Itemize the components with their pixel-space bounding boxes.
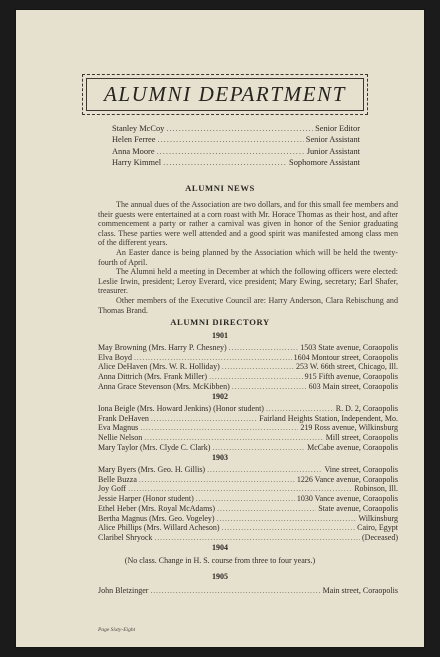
- alumnus-address: 1226 Vance avenue, Coraopolis: [296, 474, 398, 484]
- directory-entry: [98, 372, 398, 382]
- news-paragraph: The annual dues of the Association are two dollars, and for this small fee members and their guests were entertained at a corn roast with Mr. Horace Thomas as their host, and after commencement a party or rather a carnival was given in honor of the Senior graduating class. These parties were well attended and a good spirit was manifested among class men of the different years.: [98, 200, 398, 248]
- alumnus-address: Mill street, Coraopolis: [325, 433, 398, 443]
- alumnus-address: (Deceased): [362, 532, 398, 542]
- directory-entry: [98, 523, 398, 533]
- alumnus-address: Main street, Coraopolis: [322, 586, 398, 595]
- directory-entry: [98, 414, 398, 424]
- leader-dots: [144, 433, 324, 443]
- leader-dots: [157, 146, 305, 157]
- alumnus-name: Mary Byers (Mrs. Geo. H. Gillis): [98, 465, 206, 474]
- yearbook-page: [16, 10, 424, 647]
- leader-dots: [134, 353, 292, 363]
- leader-dots: [212, 443, 305, 453]
- directory-entry: [98, 475, 398, 485]
- directory-entry: [98, 533, 398, 543]
- directory-entry: [98, 433, 398, 443]
- alumnus-name: Mary Taylor (Mrs. Clyde C. Clark): [98, 442, 211, 452]
- alumnus-address: Wilkinsburg: [358, 513, 398, 523]
- alumnus-name: Alice DeHaven (Mrs. W. R. Holliday): [98, 362, 220, 372]
- alumnus-address: 1503 State avenue, Coraopolis: [300, 343, 398, 352]
- alumnus-name: Jessie Harper (Honor student): [98, 494, 194, 504]
- department-title: ALUMNI DEPARTMENT: [103, 82, 347, 106]
- alumnus-name: Nellie Nelson: [98, 433, 143, 443]
- staff-row: [112, 134, 360, 145]
- staff-row: [112, 157, 360, 168]
- leader-dots: [150, 586, 320, 596]
- leader-dots: [151, 414, 257, 424]
- news-paragraph: An Easter dance is being planned by the Association which will be held the twenty-fourth of April.: [98, 247, 398, 267]
- alumnus-name: Belle Buzza: [98, 474, 137, 484]
- alumnus-name: Alice Phillips (Mrs. Willard Acheson): [98, 523, 220, 533]
- staff-row: [112, 146, 360, 157]
- alumnus-address: Robinson, Ill.: [354, 484, 398, 494]
- directory-entry: [98, 353, 398, 363]
- news-text: [98, 200, 398, 315]
- alumnus-address: 253 W. 66th street, Chicago, Ill.: [296, 362, 398, 372]
- alumnus-name: Bertha Magnus (Mrs. Geo. Vogeley): [98, 513, 215, 523]
- leader-dots: [217, 514, 357, 524]
- news-paragraph: Other members of the Executive Council are: Harry Anderson, Clara Rebischung and Thomas Brand.: [98, 295, 398, 315]
- alumnus-address: 603 Main street, Coraopolis: [308, 381, 398, 391]
- alumnus-name: Joy Goff: [98, 484, 127, 494]
- directory-entry: [98, 362, 398, 372]
- class-list-1901: [98, 343, 398, 392]
- directory-entry: [98, 465, 398, 475]
- class-year-1904: 1904: [212, 543, 228, 552]
- alumnus-address: State avenue, Coraopolis: [318, 503, 398, 513]
- leader-dots: [154, 533, 360, 543]
- directory-entry: [98, 494, 398, 504]
- alumnus-name: Elva Boyd: [98, 352, 132, 362]
- leader-dots: [217, 504, 316, 514]
- class-list-1905: [98, 586, 398, 596]
- staff-name: Anna Moore: [112, 146, 155, 156]
- directory-entry: [98, 404, 398, 414]
- page-number: Page Sixty-Eight: [98, 627, 136, 633]
- alumnus-address: Cairo, Egypt: [357, 523, 398, 533]
- leader-dots: [266, 404, 334, 414]
- leader-dots: [128, 484, 352, 494]
- leader-dots: [232, 382, 307, 392]
- staff-name: Helen Ferree: [112, 135, 156, 145]
- staff-role: Senior Assistant: [305, 135, 360, 145]
- directory-entry: [98, 423, 398, 433]
- class-year-1902: 1902: [212, 392, 228, 401]
- staff-name: Stanley McCoy: [112, 124, 165, 133]
- alumnus-address: 915 Fifth avenue, Coraopolis: [304, 372, 398, 382]
- staff-role: Senior Editor: [315, 124, 360, 133]
- news-heading: ALUMNI NEWS: [185, 183, 255, 193]
- alumnus-address: 1030 Vance avenue, Coraopolis: [296, 494, 398, 504]
- alumnus-name: Claribel Shryock: [98, 532, 153, 542]
- leader-dots: [163, 157, 287, 168]
- leader-dots: [139, 475, 295, 485]
- leader-dots: [196, 494, 295, 504]
- class-year-1903: 1903: [212, 453, 228, 462]
- alumnus-address: Vine street, Coraopolis: [324, 465, 398, 474]
- directory-entry: [98, 382, 398, 392]
- alumnus-name: Anna Dittrich (Mrs. Frank Miller): [98, 372, 208, 382]
- leader-dots: [222, 362, 294, 372]
- alumnus-address: McCabe avenue, Coraopolis: [307, 442, 398, 452]
- staff-row: [112, 123, 360, 134]
- page-content: [16, 10, 424, 647]
- alumnus-name: Frank DeHaven: [98, 413, 149, 423]
- directory-entry: [98, 504, 398, 514]
- alumnus-address: 1604 Montour street, Coraopolis: [293, 352, 398, 362]
- department-title-box: [82, 74, 368, 115]
- alumnus-name: Eva Magnus: [98, 423, 139, 433]
- staff-list: [112, 123, 360, 168]
- alumnus-name: Ethel Heber (Mrs. Royal McAdams): [98, 503, 216, 513]
- directory-entry: [98, 586, 398, 596]
- staff-name: Harry Kimmel: [112, 157, 162, 167]
- directory-entry: [98, 343, 398, 353]
- leader-dots: [222, 523, 356, 533]
- class-note-1904: (No class. Change in H. S. course from three to four years.): [124, 556, 316, 565]
- alumnus-address: R. D. 2, Coraopolis: [335, 404, 398, 413]
- alumnus-address: Fairland Heights Station, Independent, Mo.: [259, 413, 398, 423]
- leader-dots: [207, 465, 322, 475]
- directory-heading: ALUMNI DIRECTORY: [170, 317, 270, 327]
- alumnus-name: May Browning (Mrs. Harry P. Chesney): [98, 343, 227, 352]
- leader-dots: [140, 423, 298, 433]
- news-paragraph: The Alumni held a meeting in December at which the following officers were elected: Leslie Irwin, president; Leroy Everard, vice president; Mary Ewing, secretary; Earl Shafer, treasurer.: [98, 267, 398, 296]
- directory-entry: [98, 484, 398, 494]
- directory-entry: [98, 443, 398, 453]
- staff-role: Sophomore Assistant: [289, 157, 360, 167]
- alumnus-address: 219 Ross avenue, Wilkinsburg: [300, 423, 398, 433]
- class-list-1902: [98, 404, 398, 453]
- alumnus-name: Iona Beigle (Mrs. Howard Jenkins) (Honor student): [98, 404, 264, 413]
- alumnus-name: Anna Grace Stevenson (Mrs. McKibben): [98, 381, 230, 391]
- class-year-1905: 1905: [212, 572, 228, 581]
- leader-dots: [166, 123, 313, 134]
- directory-entry: [98, 514, 398, 524]
- leader-dots: [157, 134, 303, 145]
- alumnus-name: John Bletzinger: [98, 586, 149, 595]
- staff-role: Junior Assistant: [306, 146, 360, 156]
- class-year-1901: 1901: [212, 331, 228, 340]
- leader-dots: [209, 372, 303, 382]
- leader-dots: [229, 343, 299, 353]
- class-list-1903: [98, 465, 398, 543]
